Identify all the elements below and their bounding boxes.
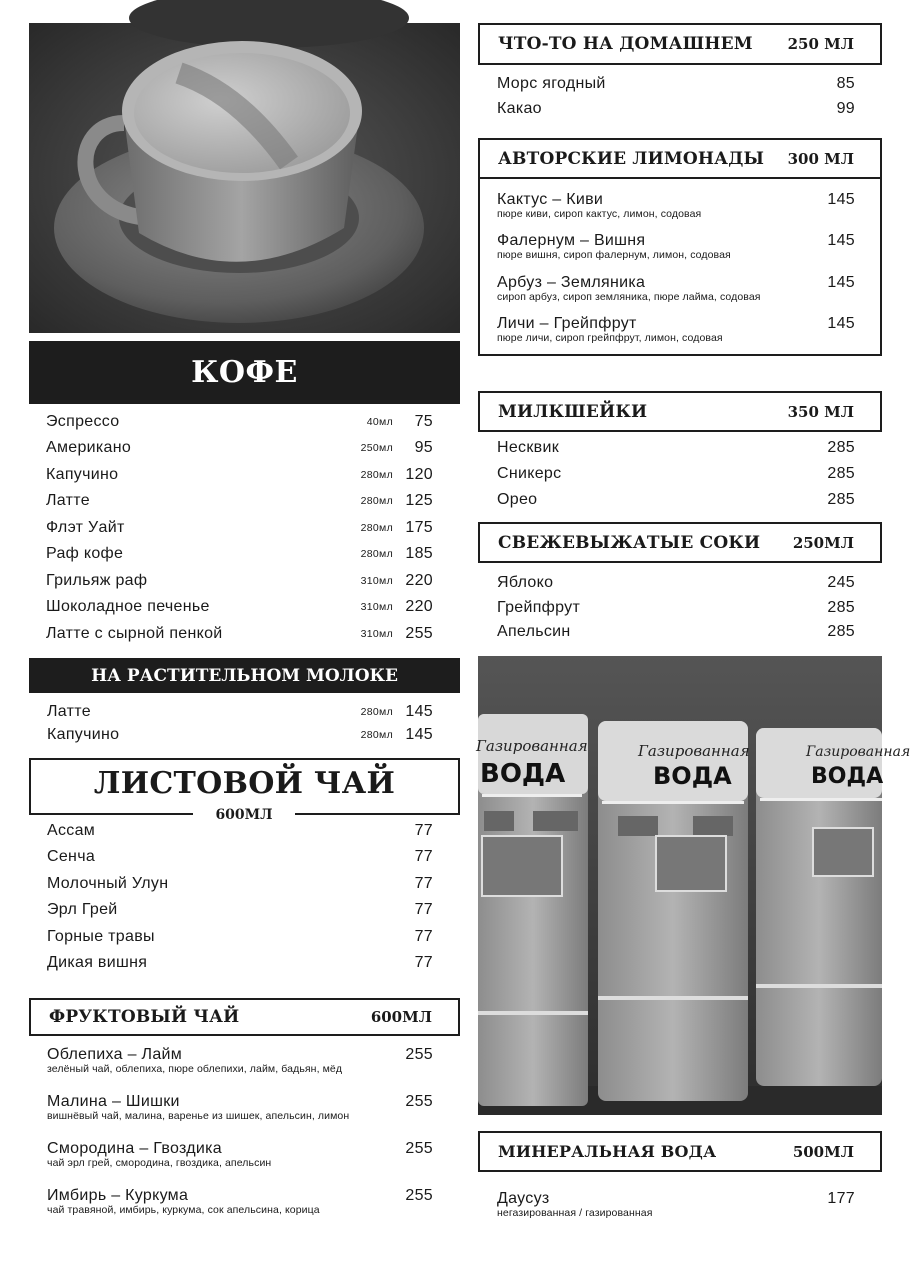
mineral-water-title: МИНЕРАЛЬНАЯ ВОДА [498,1142,717,1161]
list-item: Несквик 285 [497,439,855,456]
leaf-tea-volume: 600МЛ [193,805,295,825]
fruit-tea-title: ФРУКТОВЫЙ ЧАЙ [49,1007,240,1027]
list-item: Капучино 280мл 145 [47,726,433,743]
list-item: Раф кофе 280мл 185 [46,545,433,562]
homemade-title: ЧТО-ТО НА ДОМАШНЕМ [498,34,753,54]
list-item: Американо 250мл 95 [46,439,433,456]
sign-word-2: ВОДА [653,762,732,790]
coffee-title: КОФЕ [191,355,298,390]
lemonades-header [478,138,882,179]
plant-milk-title: НА РАСТИТЕЛЬНОМ МОЛОКЕ [91,665,398,686]
list-item: Имбирь – Куркума 255 чай травяной, имбирь, куркума, сок апельсина, корица [47,1187,433,1216]
milkshakes-volume: 350 МЛ [787,402,854,421]
coffee-header [29,341,460,404]
list-item: Фалернум – Вишня 145 пюре вишня, сироп фалернум, лимон, содовая [497,232,855,261]
list-item: Малина – Шишки 255 вишнёвый чай, малина, варенье из шишек, апельсин, лимон [47,1093,433,1122]
list-item: Арбуз – Земляника 145 сироп арбуз, сироп земляника, пюре лайма, содовая [497,274,855,303]
sign-word-3: ВОДА [811,764,884,789]
list-item: Яблоко 245 [497,574,855,591]
list-item: Латте с сырной пенкой 310мл 255 [46,625,433,642]
list-item: Орео 285 [497,491,855,508]
list-item: Молочный Улун 77 [47,875,433,892]
milkshakes-header [478,391,882,432]
juices-volume: 250МЛ [792,533,854,552]
list-item: Кактус – Киви 145 пюре киви, сироп кактус, лимон, содовая [497,191,855,220]
list-item: Латте 280мл 145 [47,703,433,720]
list-item: Флэт Уайт 280мл 175 [46,519,433,536]
list-item: Дикая вишня 77 [47,954,433,971]
homemade-header [478,23,882,65]
lemonades-volume: 300 МЛ [787,149,854,168]
fruit-tea-volume: 600МЛ [370,1008,432,1026]
list-item: Даусуз 177 негазированная / газированная [497,1190,855,1219]
lemonades-title: АВТОРСКИЕ ЛИМОНАДЫ [498,148,765,169]
sign-script-3: Газированная [806,744,910,760]
leaf-tea-title: ЛИСТОВОЙ ЧАЙ [93,766,396,801]
juices-title: СВЕЖЕВЫЖАТЫЕ СОКИ [498,532,761,553]
sign-script-1: Газированная [476,737,588,755]
list-item: Ассам 77 [47,822,433,839]
list-item: Эспрессо 40мл 75 [46,413,433,430]
list-item: Облепиха – Лайм 255 зелёный чай, облепиха, пюре облепихи, лайм, бадьян, мёд [47,1046,433,1075]
list-item: Морс ягодный 85 [497,75,855,92]
list-item: Смородина – Гвоздика 255 чай эрл грей, смородина, гвоздика, апельсин [47,1140,433,1169]
plant-milk-header [29,658,460,693]
coffee-cup-photo [29,23,460,333]
sign-word-1: ВОДА [480,759,566,789]
juices-header [478,522,882,563]
sign-script-2: Газированная [638,742,750,760]
list-item: Сенча 77 [47,848,433,865]
list-item: Какао 99 [497,100,855,117]
list-item: Горные травы 77 [47,928,433,945]
list-item: Капучино 280мл 120 [46,466,433,483]
homemade-volume: 250 МЛ [787,35,854,53]
fruit-tea-header [29,998,460,1036]
list-item: Эрл Грей 77 [47,901,433,918]
list-item: Шоколадное печенье 310мл 220 [46,598,433,615]
list-item: Апельсин 285 [497,623,855,640]
list-item: Сникерс 285 [497,465,855,482]
list-item: Грейпфрут 285 [497,599,855,616]
list-item: Латте 280мл 125 [46,492,433,509]
list-item: Личи – Грейпфрут 145 пюре личи, сироп грейпфрут, лимон, содовая [497,315,855,344]
list-item: Грильяж раф 310мл 220 [46,572,433,589]
soda-vending-machines-photo [476,656,910,1115]
mineral-water-volume: 500МЛ [792,1142,854,1161]
milkshakes-title: МИЛКШЕЙКИ [498,401,648,422]
mineral-water-header [478,1131,882,1172]
